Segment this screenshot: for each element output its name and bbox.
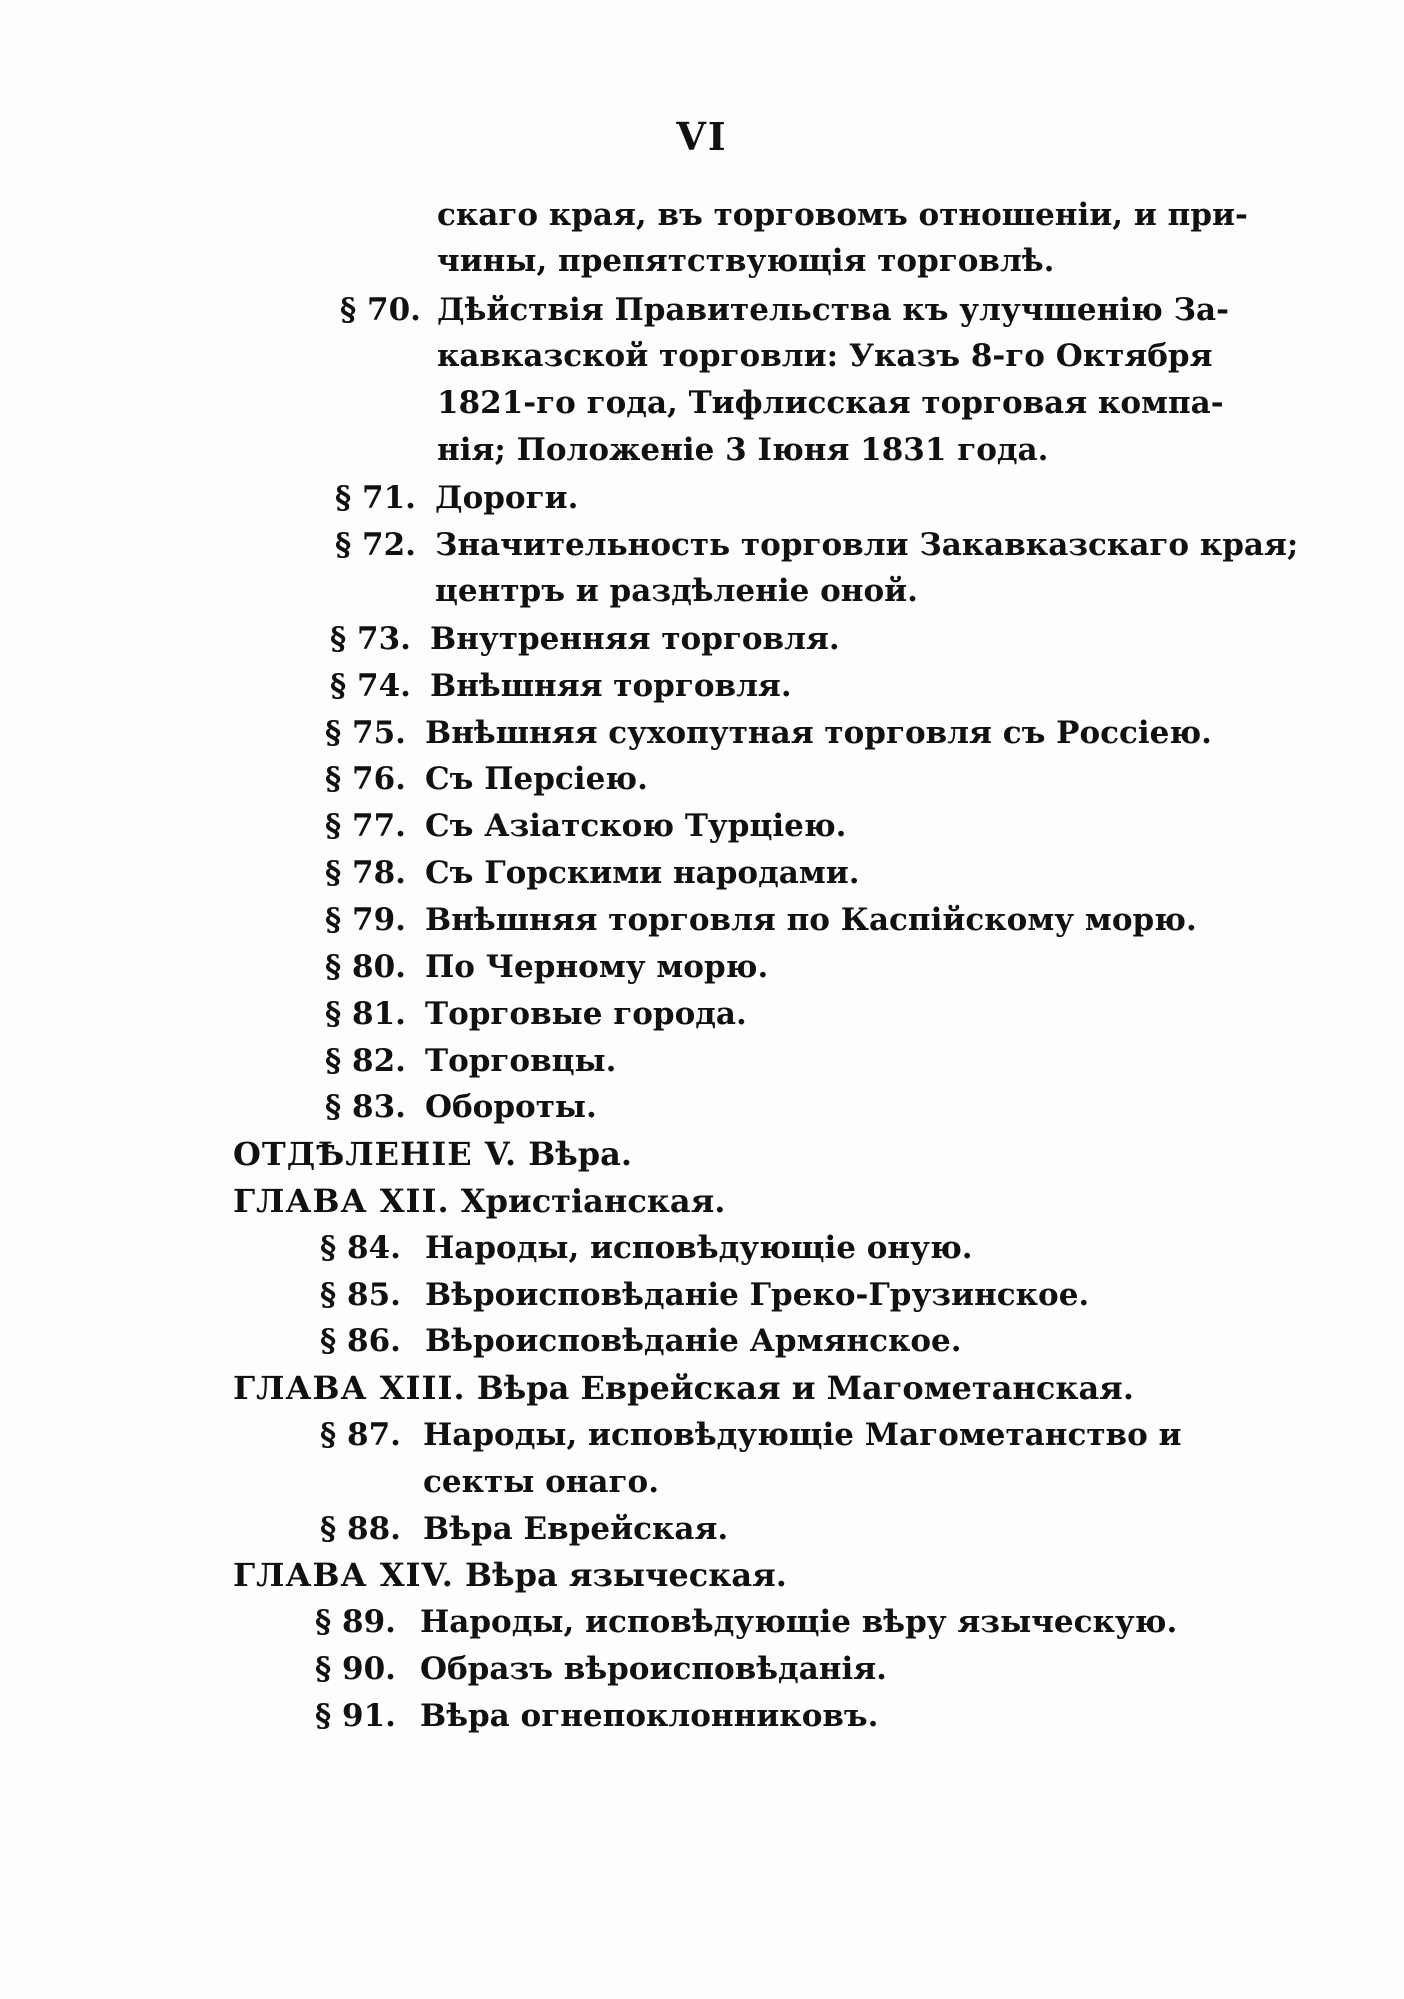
toc-entry: § 77. Съ Азiатскою Турцiею. <box>325 808 847 844</box>
page-number: VI <box>676 114 728 159</box>
toc-entry: § 81. Торговые города. <box>325 996 747 1032</box>
chapter-heading: ГЛАВА XIII. Вѣра Еврейская и Магометанская. <box>233 1369 1134 1407</box>
toc-entry: § 80. По Черному морю. <box>325 949 769 985</box>
chapter-heading: ГЛАВА XIV. Вѣра языческая. <box>233 1556 787 1594</box>
toc-entry: § 91. Вѣра огнепоклонниковъ. <box>315 1698 879 1734</box>
toc-entry: § 75. Внѣшняя сухопутная торговля съ Россiею. <box>325 715 1212 751</box>
toc-entry-number: § 87. <box>320 1417 401 1453</box>
toc-entry: § 84. Народы, исповѣдующiе оную. <box>320 1230 973 1266</box>
continuation-line: скаго края, въ торговомъ отношенiи, и при- <box>437 197 1248 233</box>
toc-entry: § 73. Внутренняя торговля. <box>330 621 840 657</box>
toc-entry-line: кавказской торговли: Указъ 8-го Октября <box>437 338 1213 374</box>
toc-entry-number: § 70. <box>340 292 421 328</box>
toc-entry: § 74. Внѣшняя торговля. <box>330 668 792 704</box>
toc-entry: § 90. Образъ вѣроисповѣданiя. <box>315 1651 887 1687</box>
toc-entry: § 76. Съ Персiею. <box>325 761 648 797</box>
chapter-heading: ГЛАВА XII. Христiанская. <box>233 1182 726 1220</box>
toc-entry-line: центръ и раздѣленiе оной. <box>435 573 918 609</box>
toc-entry-line: Дѣйствiя Правительства къ улучшенiю За- <box>437 292 1229 328</box>
continuation-line: чины, препятствующiя торговлѣ. <box>437 243 1055 279</box>
toc-entry: § 82. Торговцы. <box>325 1043 617 1079</box>
toc-entry: § 88. Вѣра Еврейская. <box>320 1511 729 1547</box>
toc-entry: § 79. Внѣшняя торговля по Каспiйскому морю. <box>325 902 1197 938</box>
toc-entry: § 86. Вѣроисповѣданiе Армянское. <box>320 1323 962 1359</box>
toc-entry: § 72. Значительность торговли Закавказскаго края; <box>335 527 1299 563</box>
toc-entry-line: нiя; Положенiе 3 Iюня 1831 года. <box>437 432 1049 468</box>
toc-entry: § 89. Народы, исповѣдующiе вѣру языческую. <box>315 1604 1178 1640</box>
toc-entry-line: 1821-го года, Тифлисская торговая компа- <box>437 385 1224 421</box>
toc-entry: § 71. Дороги. <box>335 480 579 516</box>
section-heading: ОТДѢЛЕНIЕ V. Вѣра. <box>233 1135 633 1173</box>
toc-entry-line: Народы, исповѣдующiе Магометанство и <box>423 1417 1182 1453</box>
toc-entry: § 83. Обороты. <box>325 1089 597 1125</box>
toc-entry: § 78. Съ Горскими народами. <box>325 855 860 891</box>
toc-entry-line: секты онаго. <box>423 1464 659 1500</box>
toc-entry: § 85. Вѣроисповѣданiе Греко-Грузинское. <box>320 1277 1090 1313</box>
